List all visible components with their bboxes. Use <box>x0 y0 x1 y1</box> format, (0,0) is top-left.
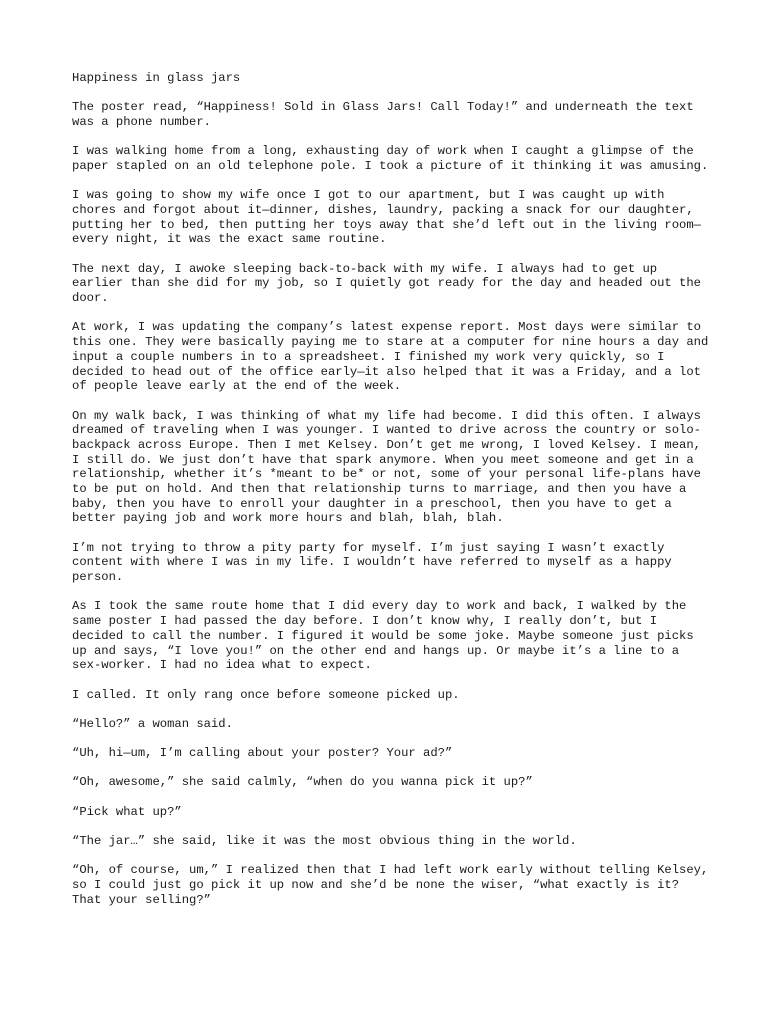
dialogue-line: “Uh, hi—um, I’m calling about your poster? Your ad?” <box>72 746 453 761</box>
paragraph: The poster read, “Happiness! Sold in Glass Jars! Call Today!” and underneath the text was a phone number. <box>72 100 694 129</box>
paragraph: I called. It only rang once before someone picked up. <box>72 687 460 702</box>
paragraph: As I took the same route home that I did every day to work and back, I walked by the same poster I had passed the day before. I don’t know why, I really don’t, but I decided to call the number. I figured it would be some joke. Maybe someone just picks up and says, “I love you!” on the other end and hangs up. Or maybe it’s a line to a sex-worker. I had no idea what to expect. <box>72 599 694 673</box>
paragraph: On my walk back, I was thinking of what my life had become. I did this often. I always dreamed of traveling when I was younger. I wanted to drive across the country or solo-backpack across Europe. Then I met Kelsey. Don’t get me wrong, I loved Kelsey. I mean, I still do. We just don’t have that spark anymore. When you meet someone and get in a relationship, whether it’s *meant to be* or not, some of your personal life-plans have to be put on hold. And then that relationship turns to marriage, and then you have a baby, then you have to enroll your daughter in a preschool, then you have to get a better paying job and work more hours and blah, blah, blah. <box>72 408 701 526</box>
paragraph: The next day, I awoke sleeping back-to-back with my wife. I always had to get up earlier than she did for my job, so I quietly got ready for the day and headed out the door. <box>72 261 701 306</box>
document-page <box>72 71 712 922</box>
document-title: Happiness in glass jars <box>72 71 241 85</box>
paragraph: I was going to show my wife once I got to our apartment, but I was caught up with chores and forgot about it—dinner, dishes, laundry, packing a snack for our daughter, putting her to bed, then putting her toys away that she’d left out in the living room—every night, it was the exact same routine. <box>72 188 701 247</box>
dialogue-line: “Hello?” a woman said. <box>72 716 233 731</box>
dialogue-line: “Oh, awesome,” she said calmly, “when do you wanna pick it up?” <box>72 775 533 790</box>
dialogue-line: “The jar…” she said, like it was the most obvious thing in the world. <box>72 834 577 849</box>
dialogue-line: “Oh, of course, um,” I realized then that I had left work early without telling Kelsey, so I could just go pick it up now and she’d be none the wiser, “what exactly is it? That your selling?” <box>72 863 709 907</box>
paragraph: I’m not trying to throw a pity party for myself. I’m just saying I wasn’t exactly content with where I was in my life. I wouldn’t have referred to myself as a happy person. <box>72 540 672 585</box>
paragraph: I was walking home from a long, exhausting day of work when I caught a glimpse of the paper stapled on an old telephone pole. I took a picture of it thinking it was amusing. <box>72 144 709 173</box>
dialogue-line: “Pick what up?” <box>72 804 182 819</box>
paragraph: At work, I was updating the company’s latest expense report. Most days were similar to this one. They were basically paying me to stare at a computer for nine hours a day and input a couple numbers in to a spreadsheet. I finished my work very quickly, so I decided to head out of the office early—it also helped that it was a Friday, and a lot of people leave early at the end of the week. <box>72 320 709 394</box>
